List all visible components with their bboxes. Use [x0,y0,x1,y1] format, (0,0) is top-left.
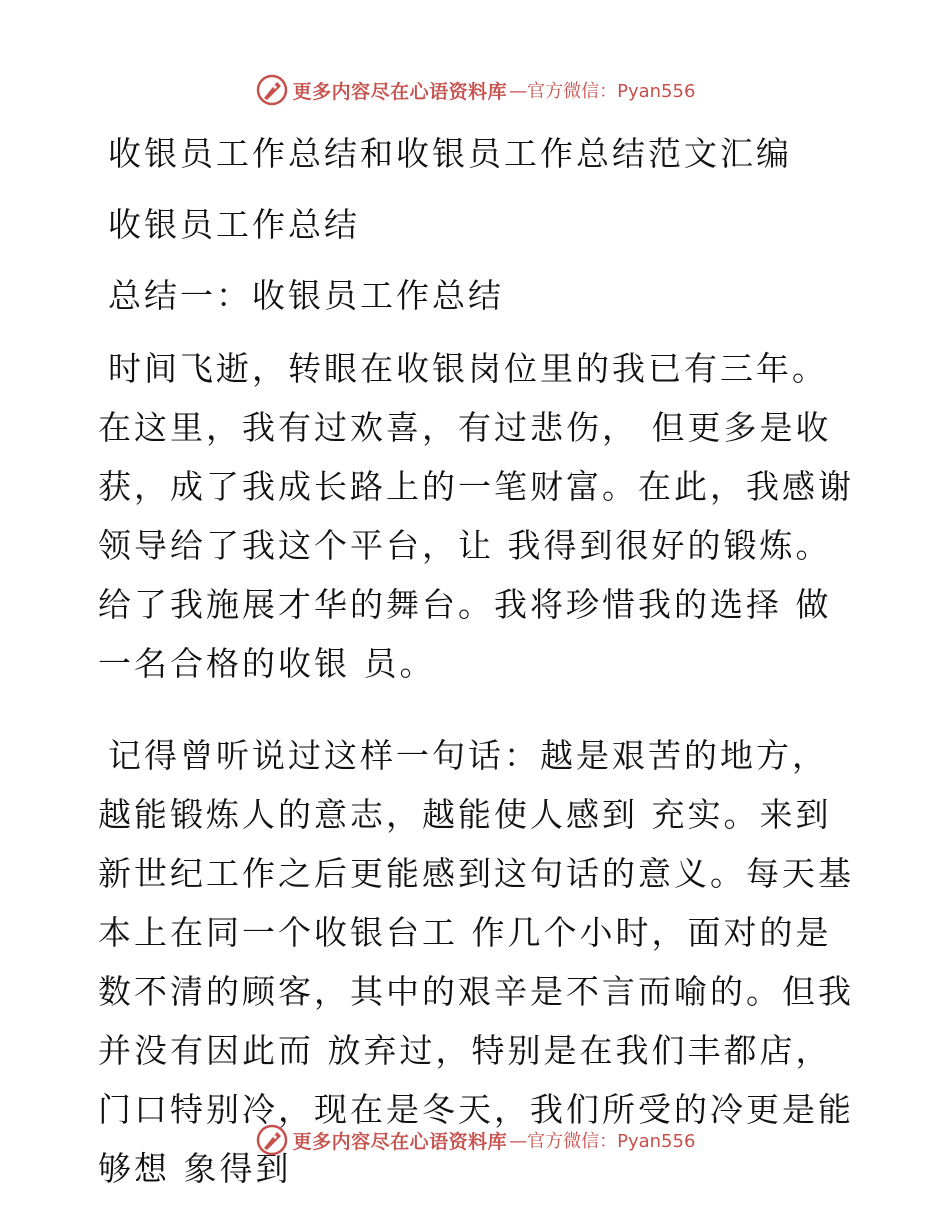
paragraph-text: 时间飞逝，转眼在收银岗位里的我已有三年。在这里，我有过欢喜，有过悲伤， 但更多是收获，成了我成长路上的一笔财富。在此，我感谢领导给了我这个平台，让 我得到很好的锻炼。给了我施展才华的舞台。我将珍惜我的选择 做一名合格的收银 员。 [98,349,854,683]
pen-nib-logo-icon [255,1123,289,1157]
banner-wechat-text: —官方微信：Pyan556 [509,1131,696,1152]
banner-wechat-text: —官方微信：Pyan556 [509,81,696,102]
paragraph [98,339,858,693]
document-title: 收银员工作总结和收银员工作总结范文汇编 [108,134,792,173]
section-heading: 收银员工作总结 [108,205,360,244]
pen-nib-logo-icon [255,73,289,107]
paragraph-text: 记得曾听说过这样一句话：越是艰苦的地方，越能锻炼人的意志，越能使人感到 充实。来到新世纪工作之后更能感到这句话的意义。每天基本上在同一个收银台工 作几个小时，面对的是数不清的顾客，其中的艰辛是不言而喻的。但我并没有因此而 放弃过，特别是在我们丰都店，门口特别冷，现在是冬天，我们所受的冷更是能够想 象得到 [98,736,854,1188]
banner-main-text: 更多内容尽在心语资料库 [292,1130,508,1153]
header-banner [0,70,950,110]
footer-banner [0,1120,950,1160]
document-body [98,124,858,1231]
sub-heading: 总结一：收银员工作总结 [108,276,504,315]
banner-main-text: 更多内容尽在心语资料库 [292,80,508,103]
